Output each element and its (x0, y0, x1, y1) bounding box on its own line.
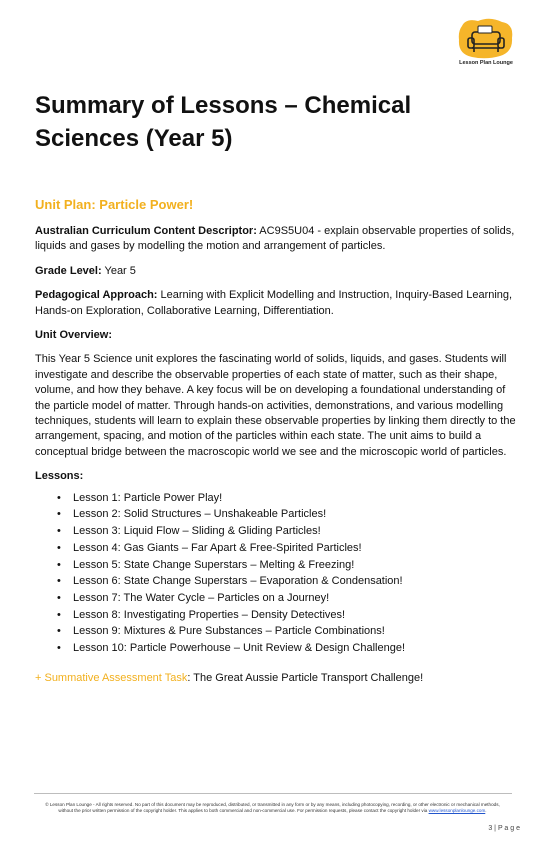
page-label: P a g e (497, 825, 520, 832)
page-number-value: 3 (488, 825, 493, 832)
lessons-list (35, 490, 520, 657)
list-item: • Lesson 3: Liquid Flow – Sliding & Gliding Particles! (73, 523, 520, 540)
main-content (35, 196, 520, 695)
list-item: • Lesson 1: Particle Power Play! (73, 490, 520, 507)
grade-level-value: Year 5 (101, 264, 136, 277)
page-number (470, 825, 520, 832)
list-item: • Lesson 10: Particle Powerhouse – Unit Review & Design Challenge! (73, 640, 520, 657)
unit-plan-heading (35, 196, 520, 214)
page-separator: | (492, 825, 498, 832)
summative-assessment (35, 671, 520, 686)
copyright-notice (40, 802, 505, 815)
list-item: • Lesson 4: Gas Giants – Far Apart & Free-Spirited Particles! (73, 540, 520, 557)
list-item: • Lesson 6: State Change Superstars – Evaporation & Condensation! (73, 573, 520, 590)
grade-level-label: Grade Level: (35, 264, 102, 277)
summative-label: + Summative Assessment Task (35, 671, 188, 684)
brand-logo (450, 18, 522, 74)
list-item: • Lesson 7: The Water Cycle – Particles on a Journey! (73, 590, 520, 607)
pedagogy-label: Pedagogical Approach: (35, 289, 158, 302)
list-item: • Lesson 9: Mixtures & Pure Substances – Particle Combinations! (73, 623, 520, 640)
unit-plan-label: Unit Plan: (35, 197, 100, 212)
copyright-suffix: . (485, 808, 487, 814)
logo-text: Lesson Plan Lounge (459, 60, 513, 66)
page-title: Summary of Lessons – Chemical Sciences (Year 5) (35, 92, 412, 152)
copyright-text: © Lesson Plan Lounge - All rights reserved. No part of this document may be reproduced, distributed, or transmitted in any form or by any means, including photocopying, recording, or other electronic or mechanical methods, without the prior written permission of the copyright holder. This applies to both commercial and non-commercial use. For permission requests, please contact the copyright holder via (45, 802, 500, 814)
grade-level (35, 264, 520, 279)
lounge-sofa-icon (456, 18, 516, 60)
unit-overview-text: This Year 5 Science unit explores the fascinating world of solids, liquids, and gases. Students will investigate and describe the observable properties of each state of matter, such as their shape, volume, and how they behave. A key focus will be on developing a foundational understanding of the particle model of matter. Through hands-on activities, demonstrations, and various modelling techniques, students will learn to explain these observable properties by linking them directly to the arrangement, spacing, and motion of the particles within each state. The unit aims to build a conceptual bridge between the macroscopic world we see and the microscopic world of particles. (35, 353, 516, 458)
lessons-heading: Lessons: (35, 470, 84, 483)
footer-divider (34, 793, 512, 794)
list-item: • Lesson 2: Solid Structures – Unshakeable Particles! (73, 506, 520, 523)
list-item: • Lesson 8: Investigating Properties – Density Detectives! (73, 607, 520, 624)
unit-overview-heading: Unit Overview: (35, 329, 113, 342)
pedagogy-value: Learning with Explicit Modelling and Instruction, Inquiry-Based Learning, Hands-on Exploration, Collaborative Learning, Differentiation. (35, 289, 513, 317)
curriculum-label: Australian Curriculum Content Descriptor: (35, 225, 257, 237)
summative-value: : The Great Aussie Particle Transport Challenge! (187, 671, 424, 684)
curriculum-descriptor (35, 224, 520, 255)
pedagogical-approach (35, 288, 520, 319)
unit-plan-name: Particle Power! (99, 197, 194, 212)
curriculum-value: AC9S5U04 - explain observable properties of solids, liquids and gases by modelling the motion and arrangement of particles. (35, 225, 515, 253)
website-link[interactable]: www.lessonplanlounge.com (428, 808, 486, 814)
list-item: • Lesson 5: State Change Superstars – Melting & Freezing! (73, 557, 520, 574)
